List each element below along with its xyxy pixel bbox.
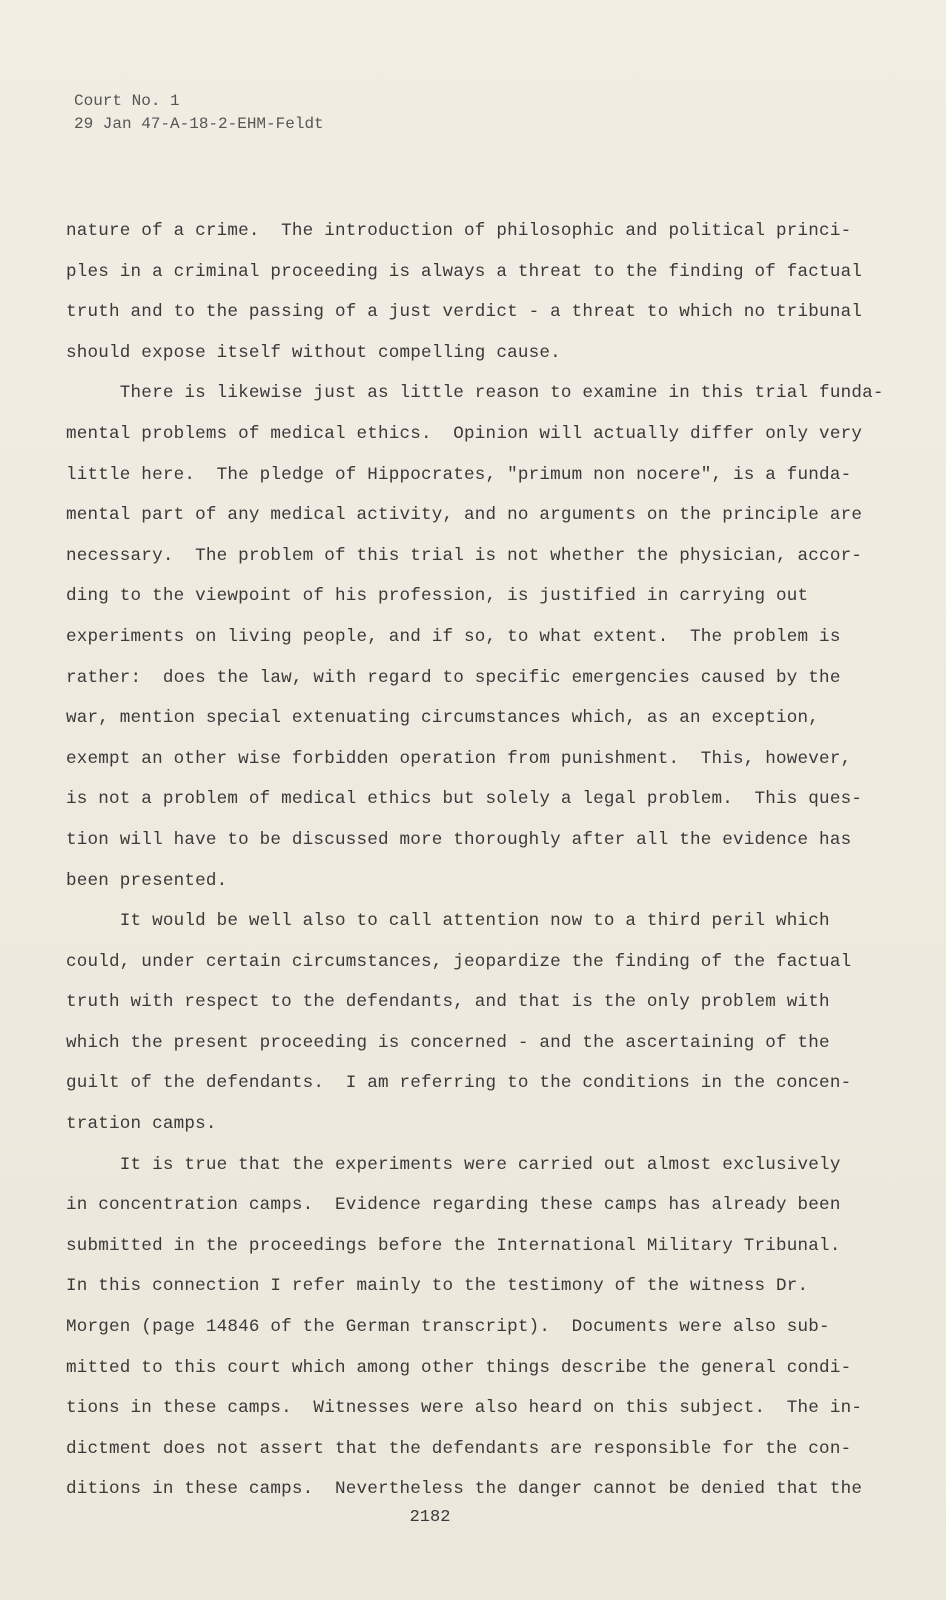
text-line: war, mention special extenuating circumstances which, as an exception, <box>66 708 820 729</box>
text-line: been presented. <box>66 870 228 891</box>
document-body <box>66 211 884 1510</box>
text-line: Morgen (page 14846 of the German transcript). Documents were also sub- <box>66 1317 830 1338</box>
text-line: It would be well also to call attention now to a third peril which <box>66 911 830 932</box>
court-label: Court No. 1 <box>74 92 180 110</box>
text-line: ples in a criminal proceeding is always a threat to the finding of factual <box>66 261 863 282</box>
text-line: truth with respect to the defendants, and that is the only problem with <box>66 992 830 1013</box>
text-line: in concentration camps. Evidence regarding these camps has already been <box>66 1195 841 1216</box>
text-line: tions in these camps. Witnesses were also heard on this subject. The in- <box>66 1398 863 1419</box>
text-line: ding to the viewpoint of his profession, is justified in carrying out <box>66 586 809 607</box>
text-line: which the present proceeding is concerned - and the ascertaining of the <box>66 1032 830 1053</box>
text-line: truth and to the passing of a just verdict - a threat to which no tribunal <box>66 302 863 323</box>
document-header <box>74 90 324 136</box>
reference-code: 29 Jan 47-A-18-2-EHM-Feldt <box>74 115 324 133</box>
text-line: exempt an other wise forbidden operation from punishment. This, however, <box>66 748 852 769</box>
text-line: In this connection I refer mainly to the testimony of the witness Dr. <box>66 1276 809 1297</box>
text-line: experiments on living people, and if so, to what extent. The problem is <box>66 626 841 647</box>
text-line: dictment does not assert that the defendants are responsible for the con- <box>66 1438 852 1459</box>
text-line: rather: does the law, with regard to specific emergencies caused by the <box>66 667 841 688</box>
text-line: submitted in the proceedings before the International Military Tribunal. <box>66 1235 841 1256</box>
text-line: nature of a crime. The introduction of philosophic and political princi- <box>66 221 852 241</box>
text-line: mental part of any medical activity, and no arguments on the principle are <box>66 505 863 526</box>
text-line: mental problems of medical ethics. Opinion will actually differ only very <box>66 423 863 444</box>
text-line: tion will have to be discussed more thoroughly after all the evidence has <box>66 829 852 850</box>
text-line: tration camps. <box>66 1114 217 1135</box>
text-line: necessary. The problem of this trial is not whether the physician, accor- <box>66 545 863 566</box>
page-number: 2182 <box>409 1508 451 1527</box>
text-line: ditions in these camps. Nevertheless the danger cannot be denied that the <box>66 1479 863 1500</box>
text-line: should expose itself without compelling cause. <box>66 342 561 363</box>
text-line: little here. The pledge of Hippocrates, "primum non nocere", is a funda- <box>66 464 852 485</box>
text-line: There is likewise just as little reason to examine in this trial funda- <box>66 383 884 404</box>
text-line: could, under certain circumstances, jeopardize the finding of the factual <box>66 951 852 972</box>
text-line: guilt of the defendants. I am referring to the conditions in the concen- <box>66 1073 852 1094</box>
text-line: is not a problem of medical ethics but solely a legal problem. This ques- <box>66 789 863 810</box>
text-line: mitted to this court which among other things describe the general condi- <box>66 1357 852 1378</box>
text-line: It is true that the experiments were carried out almost exclusively <box>66 1154 841 1175</box>
